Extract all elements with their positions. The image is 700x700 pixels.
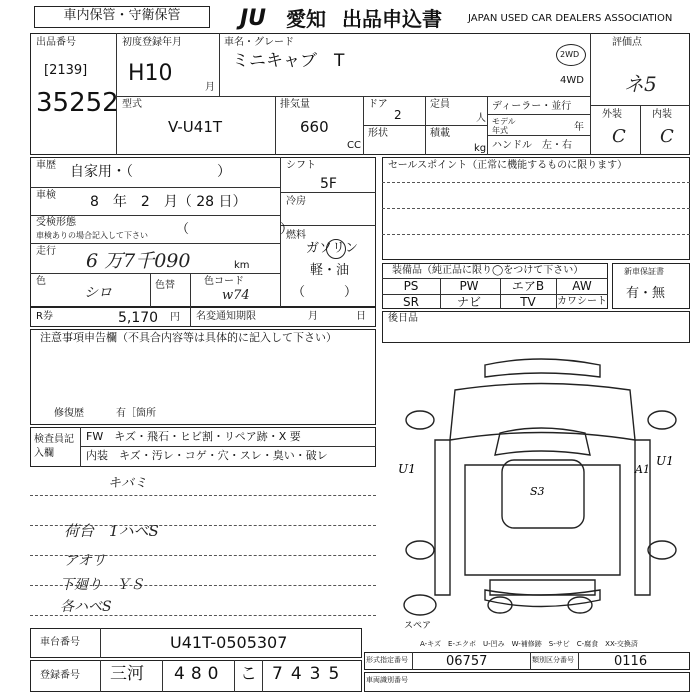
interior-line: 内装 キズ・汚レ・コゲ・穴・スレ・臭い・破レ [86, 449, 328, 462]
displacement-label: 排気量 [280, 99, 310, 110]
km-unit: km [234, 260, 250, 271]
equip-aw: AW [572, 279, 592, 293]
vehicle-id-label: 車両識別番号 [366, 676, 408, 684]
org-name: 愛知 [286, 7, 326, 31]
shape-label: 形状 [368, 128, 388, 139]
mileage-label: 走行 [36, 246, 56, 257]
reg-class: 480 [174, 664, 225, 684]
chassis-label: 車台番号 [40, 637, 80, 648]
category-value: 0116 [614, 654, 648, 669]
history-value: 自家用・（ ） [70, 164, 231, 180]
notes-label: 注意事項申告欄（不具合内容等は具体的に記入して下さい） [40, 331, 337, 344]
drive-2wd: 2WD [560, 50, 580, 59]
fuel-diesel: 軽・油 [310, 263, 350, 278]
diagram-mark-1: U1 [398, 462, 416, 476]
fw-line: FW キズ・飛石・ヒビ割・リペア跡・X 要 [86, 430, 301, 443]
car-name-value: ミニキャブ T [232, 51, 345, 71]
model-year-label: モデル年式 [492, 117, 516, 135]
notice-day: 日 [356, 311, 366, 322]
color-value: シロ [84, 285, 112, 301]
recept-value: （ ） [176, 222, 294, 237]
category-label: 類別区分番号 [532, 656, 574, 664]
diagram-left-side [435, 440, 450, 595]
top-section-box [30, 33, 690, 155]
model-label: 型式 [122, 99, 142, 110]
price-yen-unit: 円 [170, 312, 180, 323]
color-code-label: 色コード [204, 276, 244, 287]
reg-number: 7435 [272, 664, 348, 684]
model-value: V-U41T [168, 118, 223, 136]
handle-label: ハンドル 左・右 [492, 140, 572, 151]
rating-label: 評価点 [612, 37, 642, 48]
color-change-label: 色替 [155, 280, 175, 291]
equip-sr: SR [403, 295, 419, 309]
load-label: 積載 [430, 128, 450, 139]
ju-logo: JU [240, 6, 267, 31]
drive-4wd: 4WD [560, 75, 584, 86]
interior-label: 内装 [652, 109, 672, 120]
diagram-mark-2: S3 [530, 485, 545, 498]
price-label: R券 [36, 311, 53, 322]
first-reg-month-unit: 月 [205, 82, 215, 93]
sales-point-label: セールスポイント（正常に機能するものに限ります） [388, 160, 628, 171]
equip-leather: カワシート [557, 296, 607, 307]
diagram-wheel-rl [406, 541, 434, 559]
inspection-value: 8 年 2 月（ 28 日） [90, 194, 247, 210]
chassis-value: U41T-0505307 [170, 633, 288, 652]
car-name-label: 車名・グレード [224, 37, 294, 48]
door-label: ドア [368, 99, 388, 110]
diagram-spare-tire [404, 595, 436, 615]
listing-number-label: 出品番号 [36, 37, 76, 48]
kg-unit: kg [474, 143, 487, 154]
diagram-legend: A-キズ E-エクボ U-凹み W-補修跡 S-サビ C-腐食 XX-交換済 [420, 640, 638, 648]
fuel-gasoline: ガソリン [306, 241, 359, 256]
cc-unit: CC [347, 140, 361, 151]
equip-ps: PS [403, 279, 419, 293]
diagram-mark-4: A1 [635, 463, 650, 476]
ac-label: 冷房 [286, 196, 306, 207]
first-reg-label: 初度登録年月 [122, 37, 182, 48]
model-year-unit: 年 [574, 122, 584, 133]
recept-label: 受検形態 [36, 217, 76, 228]
inspection-label: 車検 [36, 190, 56, 201]
association-name: JAPAN USED CAR DEALERS ASSOCIATION [468, 13, 673, 24]
warranty-value: 有・無 [626, 286, 666, 301]
repair-value: 有［箇所 [116, 408, 156, 419]
exterior-label: 外装 [602, 109, 622, 120]
diagram-bed [465, 465, 620, 575]
shift-value: 5F [320, 176, 337, 192]
fuel-label: 燃料 [286, 230, 306, 241]
type-cert-value: 06757 [446, 654, 488, 669]
warranty-label: 新車保証書 [624, 267, 664, 276]
hand-note-4: 下廻り ＹＳ [60, 577, 144, 593]
after-items-box [382, 311, 690, 343]
hand-note-1: キバミ [108, 476, 148, 491]
person-unit: 人 [476, 113, 486, 124]
diagram-mark-3: U1 [656, 454, 674, 468]
reg-kana: こ [240, 664, 257, 684]
diagram-spare-label: スペア [404, 621, 432, 631]
hand-note-3: アオリ [64, 553, 106, 569]
displacement-value: 660 [300, 118, 329, 136]
location-label-text: 車内保管・守衛保管 [63, 8, 181, 23]
exterior-value: C [612, 126, 626, 147]
form-title: 出品申込書 [342, 7, 442, 31]
history-label: 車歴 [36, 160, 56, 171]
listing-number: 35252 [36, 88, 119, 118]
notice-label: 名変通知期限 [196, 311, 256, 322]
inspector-label: 検査員記入欄 [34, 434, 74, 459]
location-label [34, 6, 210, 28]
notice-month: 月 [308, 311, 318, 322]
mileage-value: 6 万7千090 [86, 250, 191, 272]
reg-region: 三河 [110, 664, 144, 684]
equipment-label: 装備品（純正品に限り◯をつけて下さい） [392, 265, 584, 276]
equip-tv: TV [520, 295, 536, 309]
hand-note-5: 各ハベS [60, 599, 112, 615]
diagram-rear-bumper [485, 590, 600, 607]
interior-value: C [660, 126, 674, 147]
equip-navi: ナビ [456, 295, 481, 309]
listing-sub-number: [2139] [44, 63, 88, 78]
recept-note: 車検ありの場合記入して下さい [36, 231, 148, 240]
door-value: 2 [394, 108, 402, 122]
fuel-other: （ ） [292, 285, 358, 300]
diagram-cab-front [450, 384, 635, 441]
hand-note-2: 荷台 1ハベS [64, 522, 159, 540]
diagram-wheel-rr [648, 541, 676, 559]
repair-label: 修復歴 [54, 408, 84, 419]
type-cert-label: 形式指定番号 [366, 656, 408, 664]
diagram-front-bumper [485, 359, 600, 377]
reg-label: 登録番号 [40, 670, 80, 681]
car-diagram [380, 345, 700, 635]
diagram-wheel-fr [648, 411, 676, 429]
equip-pw: PW [459, 279, 479, 293]
color-code-value: w74 [222, 288, 250, 303]
capacity-label: 定員 [430, 99, 450, 110]
dealer-label: ディーラー・並行 [492, 101, 572, 112]
equip-airbag: エアB [511, 279, 545, 293]
after-items-label: 後日品 [388, 313, 418, 324]
rating-value: ネ5 [624, 72, 657, 96]
vehicle-id-box [364, 672, 690, 692]
diagram-wheel-fl [406, 411, 434, 429]
first-reg-value: H10 [128, 61, 173, 86]
shift-label: シフト [286, 160, 316, 171]
color-label: 色 [36, 276, 46, 287]
price-value: 5,170 [118, 310, 159, 326]
